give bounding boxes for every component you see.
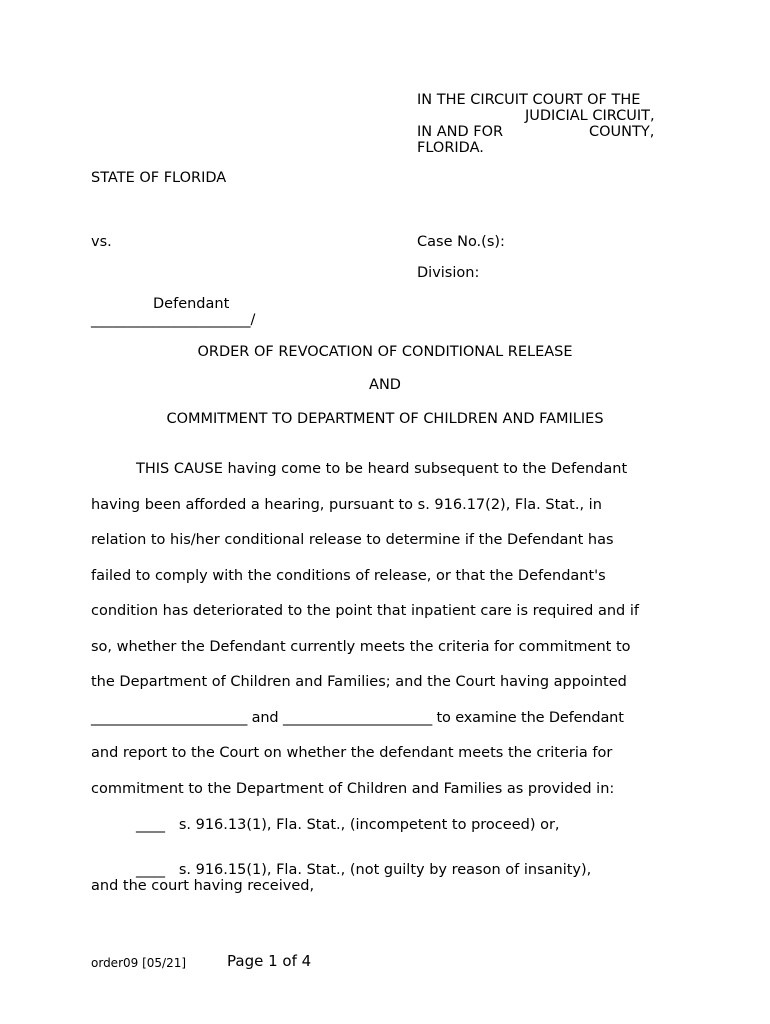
body-line-9: and report to the Court on whether the defendant meets the criteria for <box>91 745 613 761</box>
option-incompetent: ____ s. 916.13(1), Fla. Stat., (incompetent to proceed) or, <box>136 817 560 833</box>
title-line-3: COMMITMENT TO DEPARTMENT OF CHILDREN AND FAMILIES <box>166 411 604 427</box>
body-line-6: so, whether the Defendant currently meets the criteria for commitment to <box>91 639 631 655</box>
defendant-signature-line: ______________________/ <box>91 312 256 328</box>
body-after-options: and the court having received, <box>91 878 315 894</box>
division-label: Division: <box>417 265 480 281</box>
body-line-8: ______________________ and _____________________ to examine the Defendant <box>91 710 624 726</box>
body-line-1: THIS CAUSE having come to be heard subsequent to the Defendant <box>136 461 628 477</box>
form-id: order09 [05/21] <box>91 956 187 970</box>
title-line-1: ORDER OF REVOCATION OF CONDITIONAL RELEASE <box>197 344 573 360</box>
court-name-line2: JUDICIAL CIRCUIT, <box>525 108 655 124</box>
defendant-label: Defendant <box>153 296 230 312</box>
body-line-2: having been afforded a hearing, pursuant to s. 916.17(2), Fla. Stat., in <box>91 497 602 513</box>
court-state: FLORIDA. <box>417 140 484 156</box>
body-line-10: commitment to the Department of Children and Families as provided in: <box>91 781 615 797</box>
court-name-line1: IN THE CIRCUIT COURT OF THE <box>417 92 641 108</box>
option-not-guilty: ____ s. 916.15(1), Fla. Stat., (not guilty by reason of insanity), <box>136 862 592 878</box>
court-in-and-for: IN AND FOR <box>417 124 504 140</box>
body-line-5: condition has deteriorated to the point that inpatient care is required and if <box>91 603 639 619</box>
court-county: COUNTY, <box>589 124 655 140</box>
body-line-7: the Department of Children and Families; and the Court having appointed <box>91 674 627 690</box>
state-of-florida: STATE OF FLORIDA <box>91 170 227 186</box>
title-line-2: AND <box>369 377 401 393</box>
body-line-4: failed to comply with the conditions of release, or that the Defendant's <box>91 568 606 584</box>
page-number: Page 1 of 4 <box>227 952 312 970</box>
body-line-3: relation to his/her conditional release to determine if the Defendant has <box>91 532 614 548</box>
case-number-label: Case No.(s): <box>417 234 505 250</box>
versus-label: vs. <box>91 234 112 250</box>
